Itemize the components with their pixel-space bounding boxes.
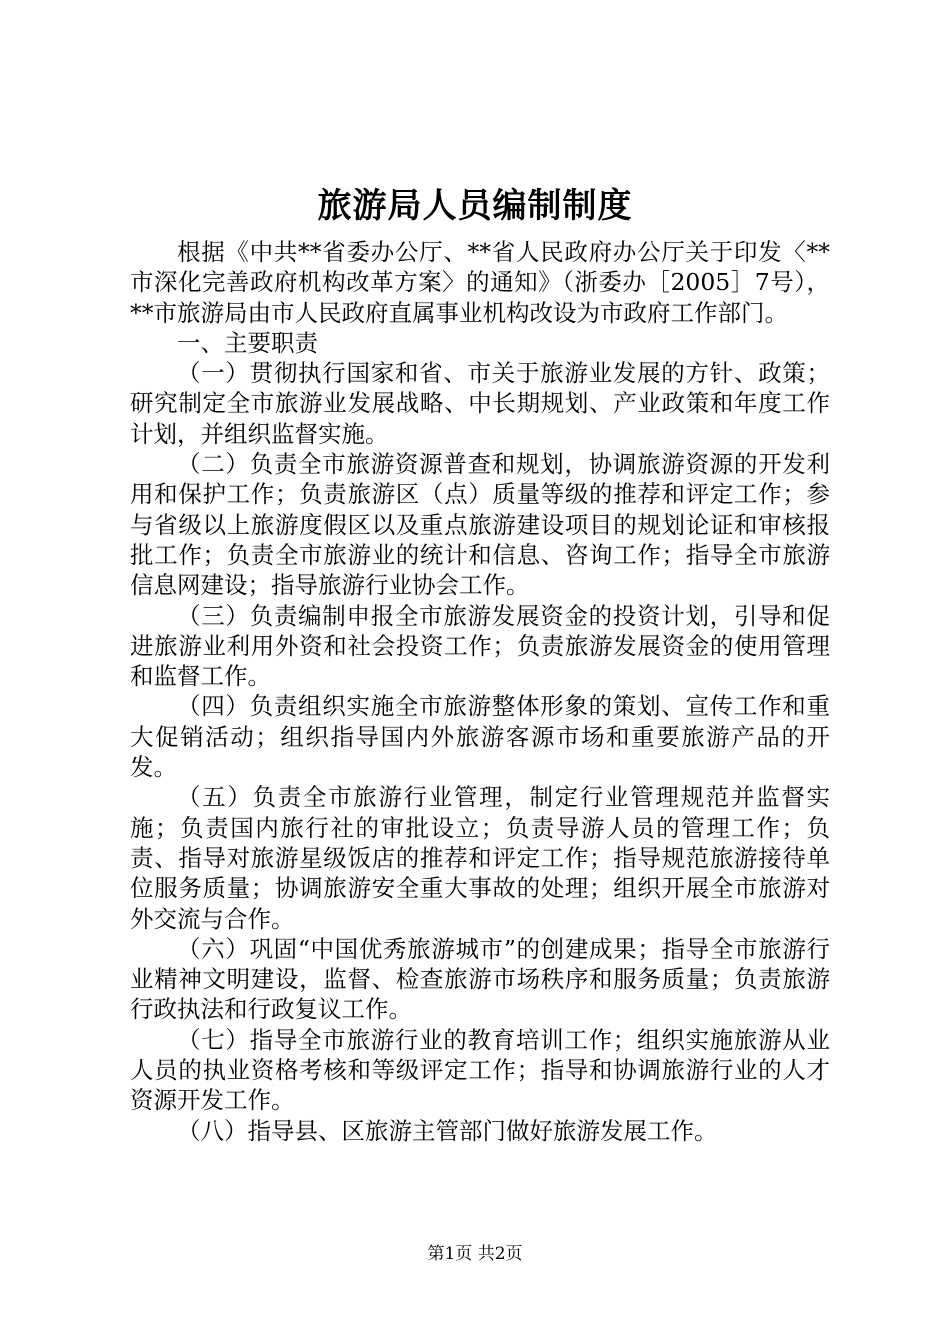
document-title: 旅游局人员编制制度 xyxy=(317,186,633,226)
duty-item-4: （四）负责组织实施全市旅游整体形象的策划、宣传工作和重大促销活动；组织指导国内外旅游客源市场和重要旅游产品的开发。 xyxy=(130,692,830,782)
duty-item-5: （五）负责全市旅游行业管理，制定行业管理规范并监督实施；负责国内旅行社的审批设立；负责导游人员的管理工作；负责、指导对旅游星级饭店的推荐和评定工作；指导规范旅游接待单位服务质量；协调旅游安全重大事故的处理；组织开展全市旅游对外交流与合作。 xyxy=(130,783,830,933)
duty-item-6: （六）巩固“中国优秀旅游城市”的创建成果；指导全市旅游行业精神文明建设，监督、检查旅游市场秩序和服务质量；负责旅游行政执法和行政复议工作。 xyxy=(130,934,830,1024)
duty-item-2: （二）负责全市旅游资源普查和规划，协调旅游资源的开发利用和保护工作；负责旅游区（点）质量等级的推荐和评定工作；参与省级以上旅游度假区以及重点旅游建设项目的规划论证和审核报批工作；负责全市旅游业的统计和信息、咨询工作；指导全市旅游信息网建设；指导旅游行业协会工作。 xyxy=(130,450,830,600)
page-number-footer: 第1页 共2页 xyxy=(427,1244,523,1264)
document-body xyxy=(130,237,830,1146)
intro-paragraph: 根据《中共**省委办公厅、**省人民政府办公厅关于印发〈**市深化完善政府机构改革方案〉的通知》（浙委办［2005］7号），**市旅游局由市人民政府直属事业机构改设为市政府工作部门。 xyxy=(130,238,830,327)
duty-item-3: （三）负责编制申报全市旅游发展资金的投资计划，引导和促进旅游业利用外资和社会投资工作；负责旅游发展资金的使用管理和监督工作。 xyxy=(130,601,830,691)
duty-item-7: （七）指导全市旅游行业的教育培训工作；组织实施旅游从业人员的执业资格考核和等级评定工作；指导和协调旅游行业的人才资源开发工作。 xyxy=(130,1025,830,1115)
section-heading: 一、主要职责 xyxy=(177,328,318,357)
duty-item-1: （一）贯彻执行国家和省、市关于旅游业发展的方针、政策；研究制定全市旅游业发展战略、中长期规划、产业政策和年度工作计划，并组织监督实施。 xyxy=(130,359,830,448)
duty-item-8: （八）指导县、区旅游主管部门做好旅游发展工作。 xyxy=(177,1116,718,1145)
